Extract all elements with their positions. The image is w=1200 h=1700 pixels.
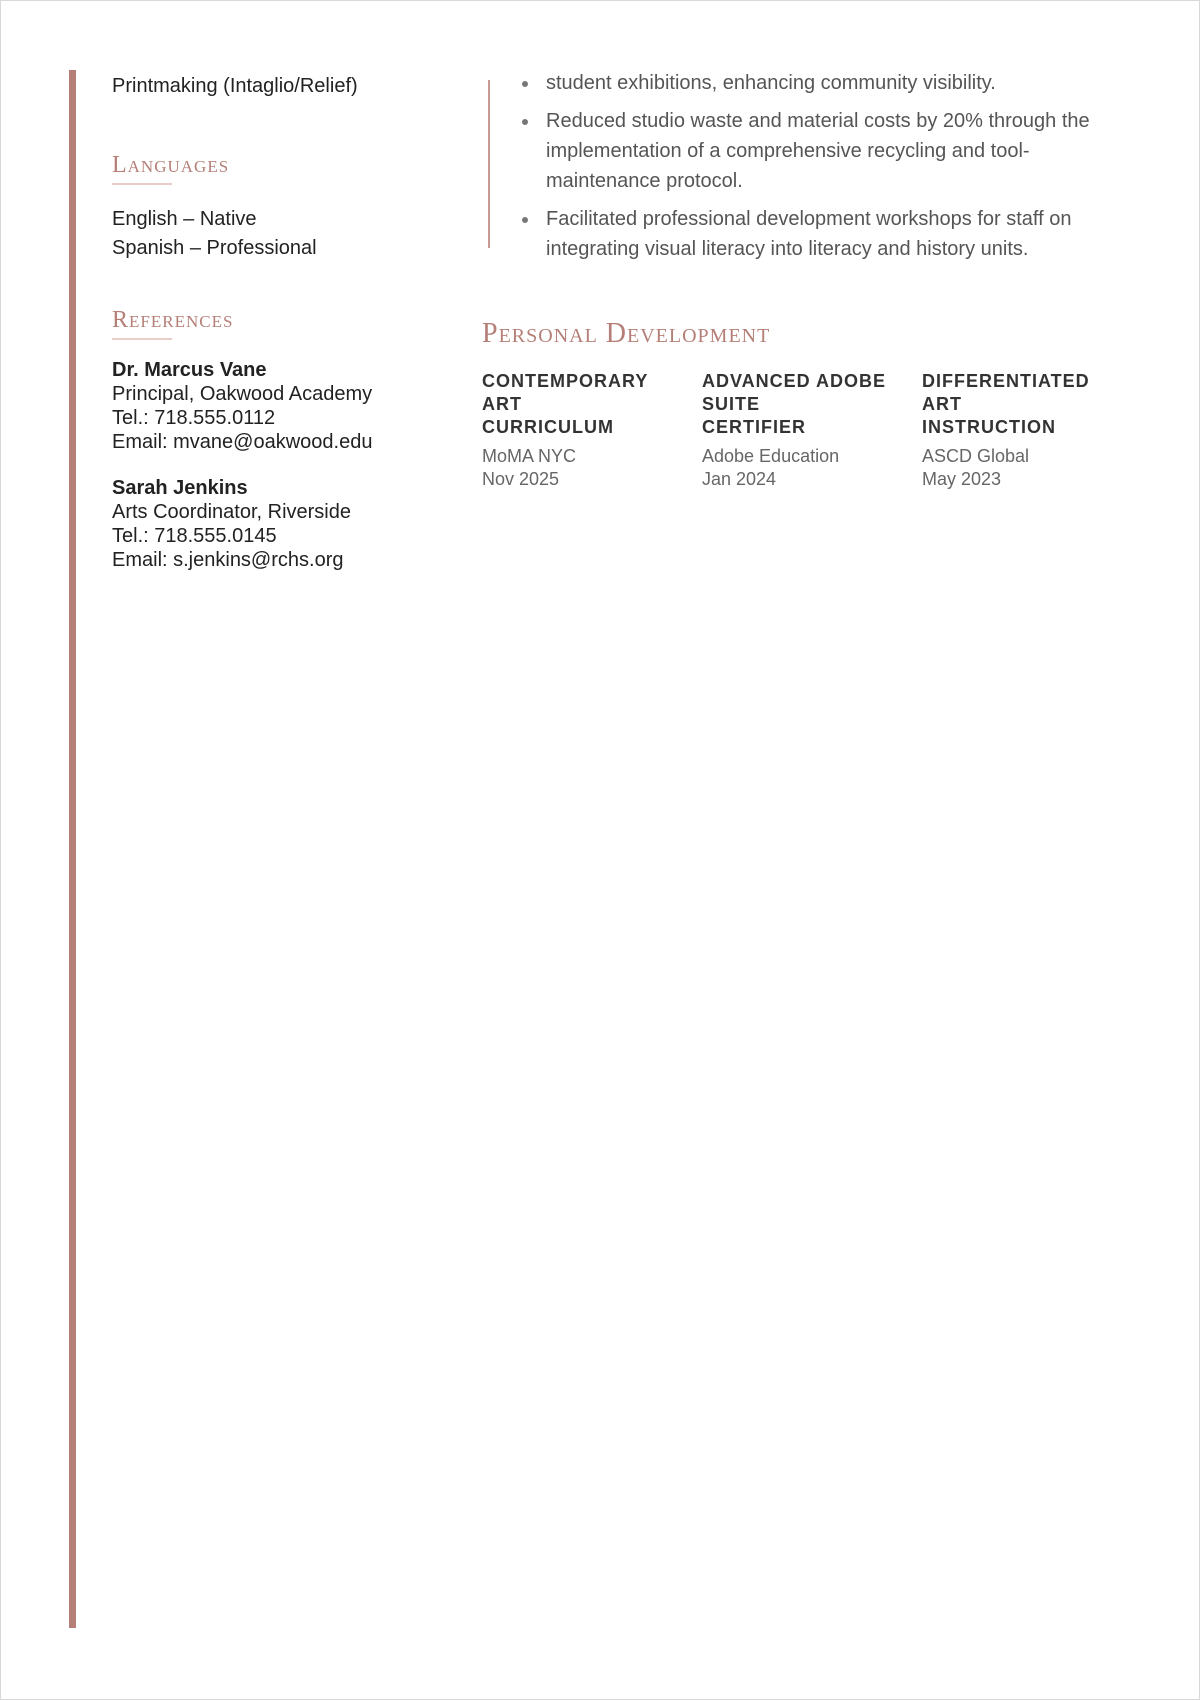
bullet-item [546, 106, 1142, 196]
heading-underline [112, 338, 172, 340]
course-title: CONTEMPORARY ART CURRICULUM [482, 371, 649, 437]
bullet-dot-icon [522, 217, 528, 223]
course-item [702, 370, 922, 491]
timeline-rule [488, 80, 490, 248]
bullet-dot-icon [522, 119, 528, 125]
course-provider: Adobe Education [702, 446, 840, 466]
course-item [482, 370, 702, 491]
languages-list [112, 205, 442, 263]
course-provider: MoMA NYC [482, 446, 577, 466]
right-column [482, 68, 1142, 491]
reference-name: Dr. Marcus Vane [112, 359, 267, 381]
experience-bullets [482, 68, 1142, 264]
course-date: Jan 2024 [702, 469, 777, 489]
reference-email: Email: s.jenkins@rchs.org [112, 549, 344, 571]
bullet-text: Facilitated professional development workshops for staff on integrating visual literacy into literacy and history units. [546, 208, 1072, 260]
bullet-item [546, 204, 1142, 264]
language-item: English – Native [112, 208, 257, 230]
reference-phone: Tel.: 718.555.0145 [112, 525, 277, 547]
reference-phone: Tel.: 718.555.0112 [112, 407, 276, 429]
reference-email: Email: mvane@oakwood.edu [112, 431, 373, 453]
personal-development-grid [482, 370, 1142, 491]
course-title: DIFFERENTIATED ART INSTRUCTION [922, 371, 1090, 437]
course-title: ADVANCED ADOBE SUITE CERTIFIER [702, 371, 887, 437]
course-date: Nov 2025 [482, 469, 560, 489]
references-section [112, 307, 442, 572]
course-item [922, 370, 1142, 491]
reference-name: Sarah Jenkins [112, 477, 248, 499]
references-heading: References [112, 307, 234, 333]
reference-role: Arts Coordinator, Riverside [112, 501, 351, 523]
bullet-dot-icon [522, 81, 528, 87]
personal-development-heading: Personal Development [482, 318, 771, 349]
left-column [112, 72, 442, 594]
bullet-text: Reduced studio waste and material costs by 20% through the implementation of a comprehensive recycling and tool-maintenance protocol. [546, 110, 1090, 192]
accent-bar [69, 70, 76, 1628]
course-provider: ASCD Global [922, 446, 1030, 466]
heading-underline [112, 183, 172, 185]
skill-item: Printmaking (Intaglio/Relief) [112, 75, 358, 97]
references-list [112, 358, 442, 572]
languages-heading: Languages [112, 152, 230, 178]
language-item: Spanish – Professional [112, 237, 317, 259]
course-date: May 2023 [922, 469, 1002, 489]
reference-entry [112, 358, 442, 454]
reference-role: Principal, Oakwood Academy [112, 383, 373, 405]
bullet-list [482, 68, 1142, 264]
bullet-text: student exhibitions, enhancing community visibility. [546, 72, 996, 94]
languages-section [112, 152, 442, 263]
reference-entry [112, 476, 442, 572]
bullet-item [546, 68, 1142, 98]
